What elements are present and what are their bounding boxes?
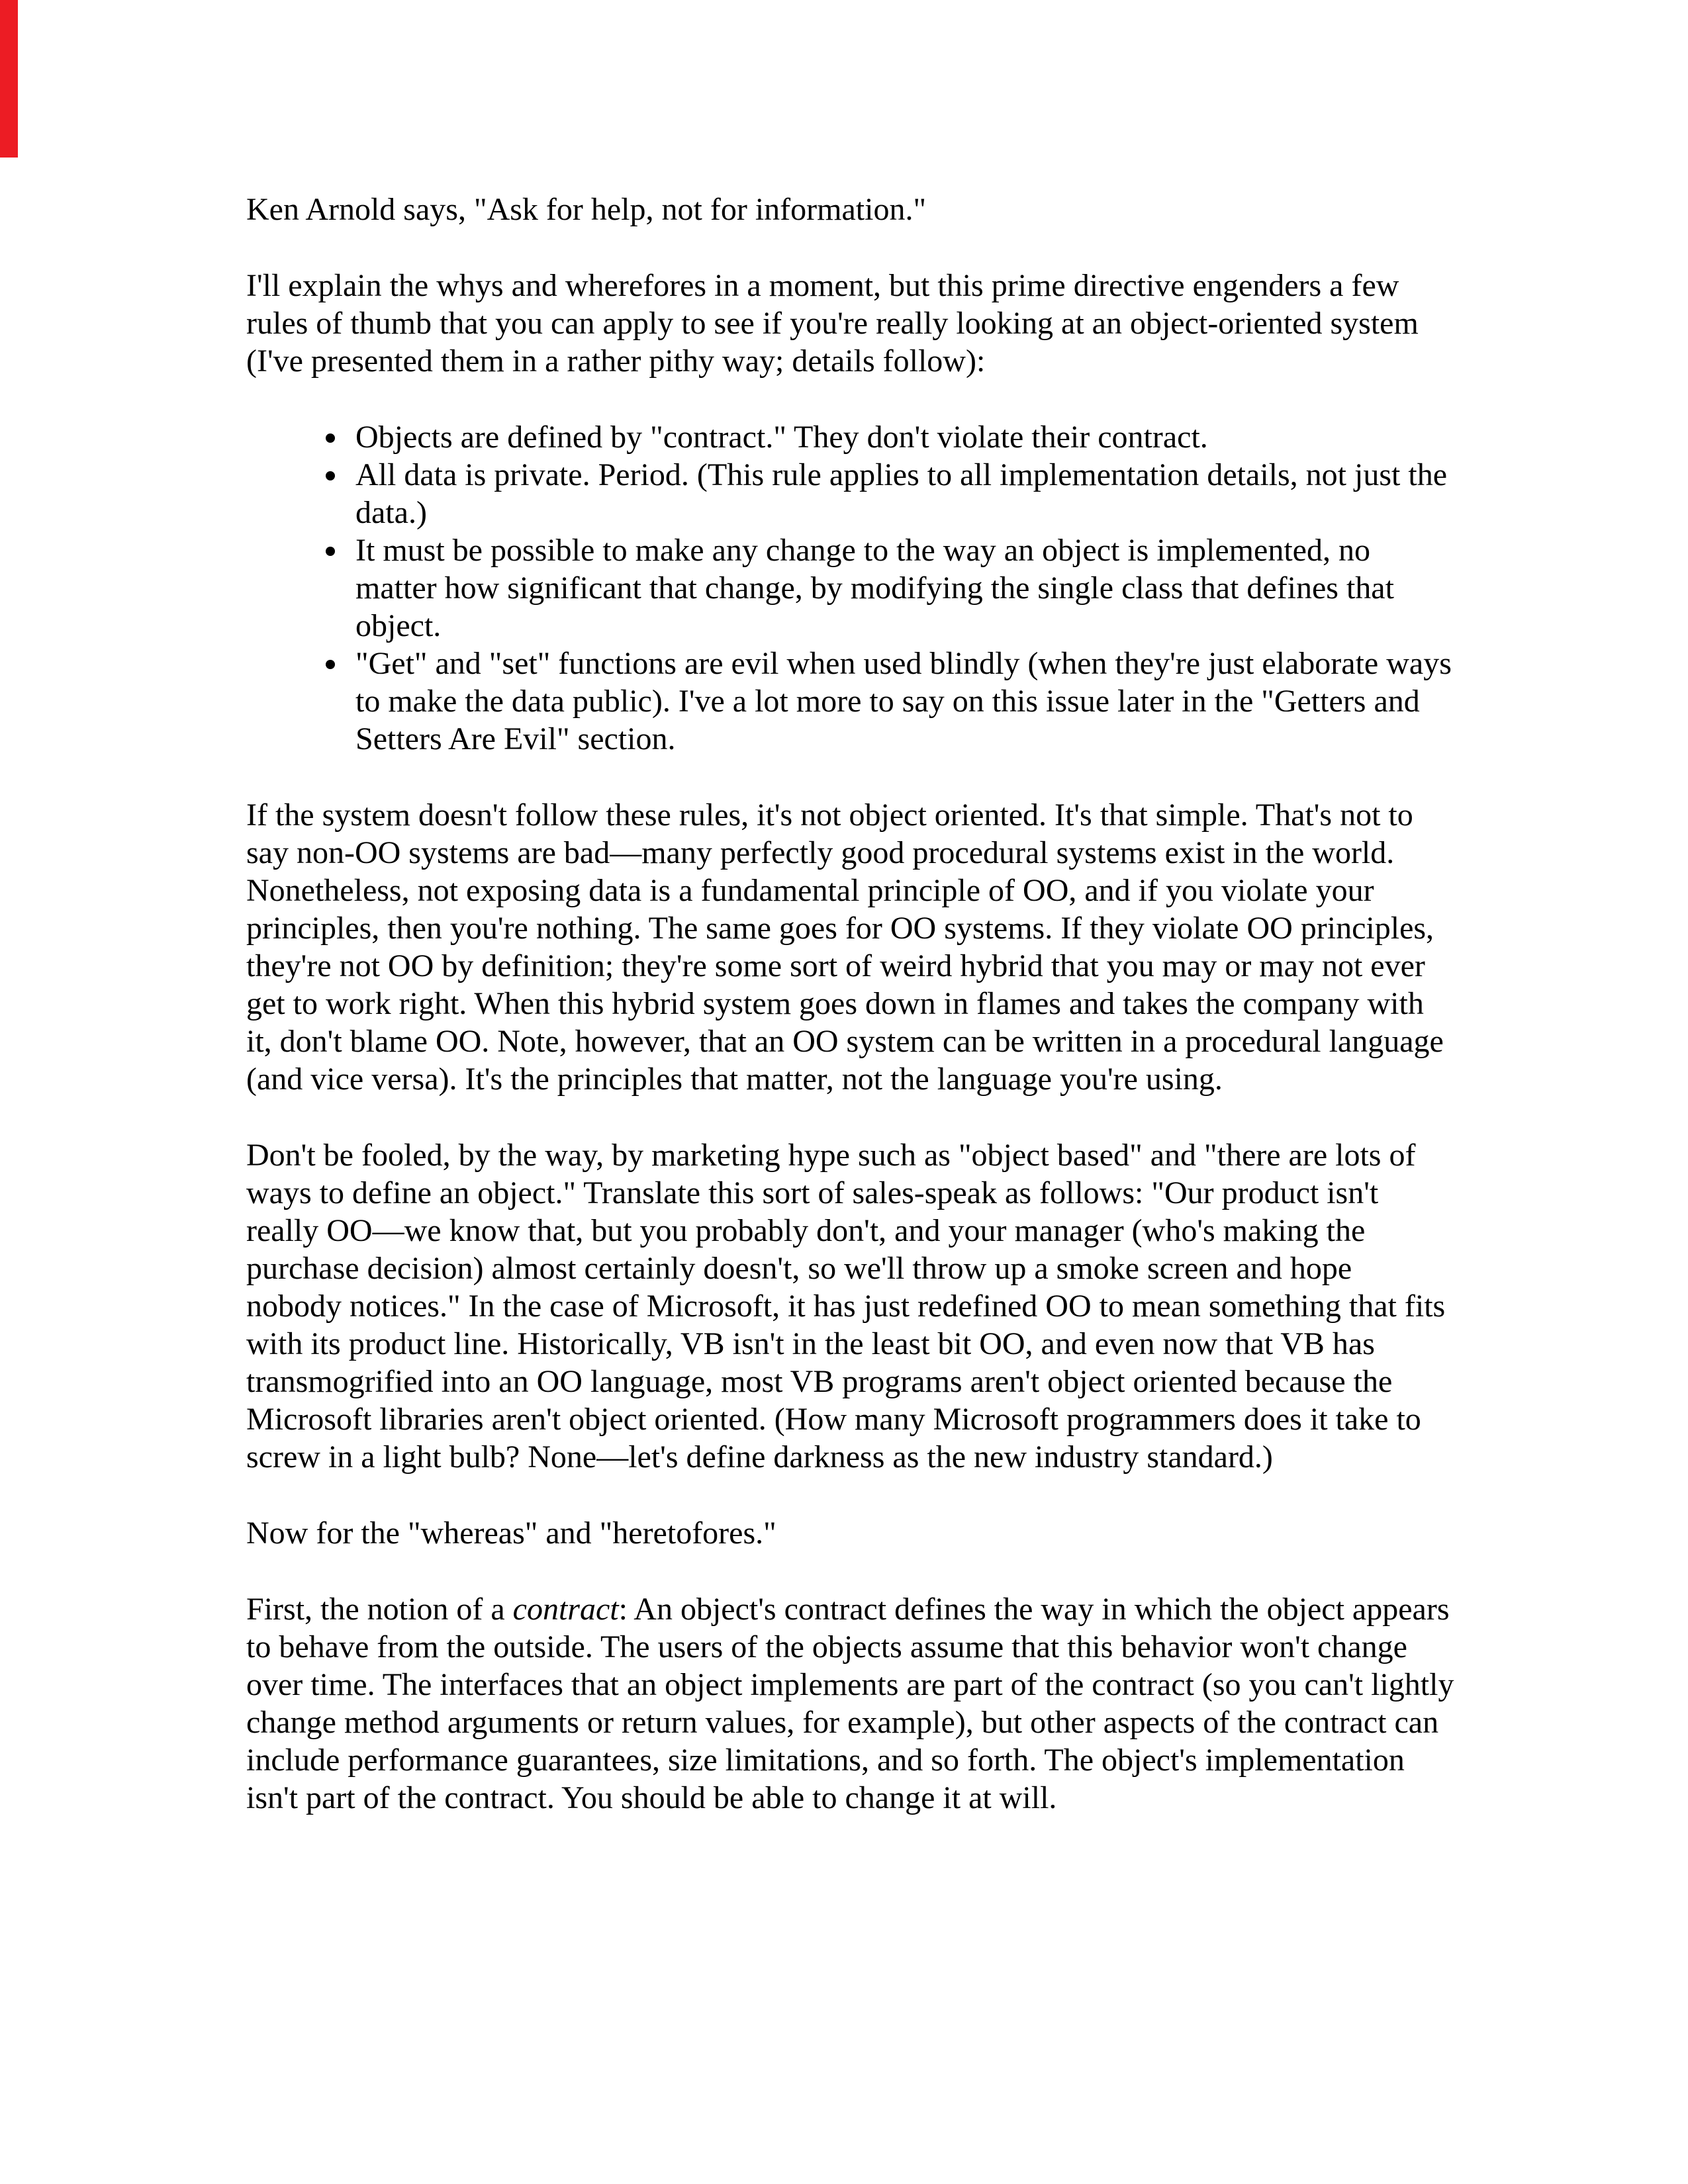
paragraph-contract — [246, 1590, 1454, 1817]
paragraph-rules-explanation: If the system doesn't follow these rules, it's not object oriented. It's that simple. That's not to say non-OO systems are bad—many perfectly good procedural systems exist in the world. Nonetheless, not exposing data is a fundamental principle of OO, and if you violate your principles, then you're nothing. The same goes for OO systems. If they violate OO principles, they're not OO by definition; they're some sort of weird hybrid that you may or may not ever get to work right. When this hybrid system goes down in flames and takes the company with it, don't blame OO. Note, however, that an OO system can be written in a procedural language (and vice versa). It's the principles that matter, not the language you're using. — [246, 797, 1444, 1097]
paragraph-quote: Ken Arnold says, "Ask for help, not for information." — [246, 192, 927, 227]
text-content — [246, 191, 1454, 1855]
bookmark-ribbon — [0, 0, 18, 158]
list-item: • All data is private. Period. (This rule applies to all implementation details, not just the data.) — [349, 456, 1454, 531]
contract-text-after: : An object's contract defines the way in which the object appears to behave from the outside. The users of the objects assume that this behavior won't change over time. The interfaces that an object implements are part of the contract (so you can't lightly change method arguments or return values, for example), but other aspects of the contract can include performance guarantees, size limitations, and so forth. The object's implementation isn't part of the contract. You should be able to change it at will. — [246, 1592, 1454, 1815]
rules-list — [246, 418, 1454, 758]
contract-term-italic: contract — [512, 1592, 619, 1627]
list-item: • Objects are defined by "contract." They don't violate their contract. — [349, 418, 1454, 456]
paragraph-whereas: Now for the "whereas" and "heretofores." — [246, 1516, 776, 1551]
paragraph-intro: I'll explain the whys and wherefores in a moment, but this prime directive engenders a few rules of thumb that you can apply to see if you're really looking at an object-oriented system (I've presented them in a rather pithy way; details follow): — [246, 268, 1419, 379]
paragraph-marketing-hype: Don't be fooled, by the way, by marketing hype such as "object based" and "there are lots of ways to define an object." Translate this sort of sales-speak as follows: "Our product isn't really OO—we know that, but you probably don't, and your manager (who's making the purchase decision) almost certainly doesn't, so we'll throw up a smoke screen and hope nobody notices." In the case of Microsoft, it has just redefined OO to mean something that fits with its product line. Historically, VB isn't in the least bit OO, and even now that VB has transmogrified into an OO language, most VB programs aren't object oriented because the Microsoft libraries aren't object oriented. (How many Microsoft programmers does it take to screw in a light bulb? None—let's define darkness as the new industry standard.) — [246, 1138, 1446, 1475]
contract-text-before: First, the notion of a — [246, 1592, 513, 1627]
list-item: • "Get" and "set" functions are evil when used blindly (when they're just elaborate ways to make the data public). I've a lot more to say on this issue later in the "Getters and Setters Are Evil" section. — [349, 645, 1454, 758]
list-item: • It must be possible to make any change to the way an object is implemented, no matter how significant that change, by modifying the single class that defines that object. — [349, 531, 1454, 645]
